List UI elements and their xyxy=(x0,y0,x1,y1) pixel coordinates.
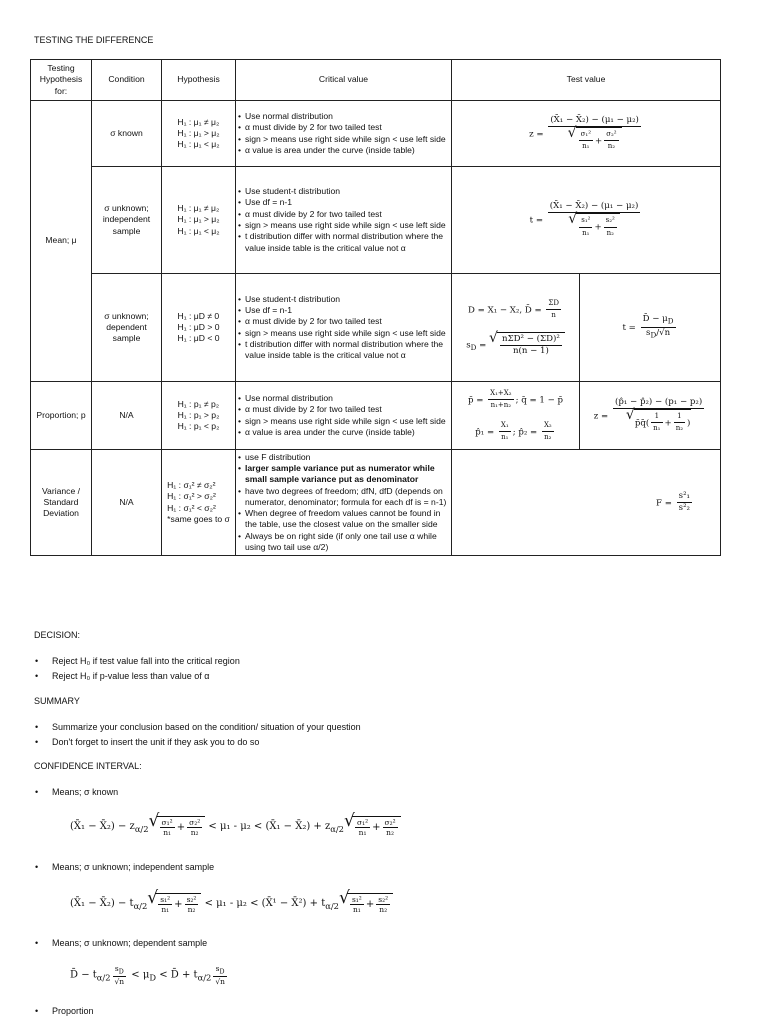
hypothesis-line: H₁ : μ₁ > μ₂ xyxy=(177,127,220,138)
critical-item: • Use df = n-1 xyxy=(238,305,449,316)
hypothesis-line: H₁ : μ₁ < μ₂ xyxy=(177,139,220,150)
hypothesis-cell xyxy=(162,450,236,556)
header-testing-line: for: xyxy=(54,85,68,96)
table-row xyxy=(31,274,721,382)
hypothesis-line: H₁ : σ₁² ≠ σ₂² xyxy=(167,479,216,490)
critical-item: • α must divide by 2 for two tailed test xyxy=(238,209,449,220)
header-hypothesis: Hypothesis xyxy=(162,60,236,101)
hypothesis-line: H₁ : μ₁ < μ₂ xyxy=(177,225,220,236)
critical-item: • sign > means use right side while sign < use left side xyxy=(238,220,449,231)
confidence-item: • Means; σ unknown; dependent sample xyxy=(52,938,207,948)
hypothesis-line: H₁ : p₁ < p₂ xyxy=(177,421,220,432)
table-row xyxy=(31,382,721,450)
critical-item: • sign > means use right side while sign < use left side xyxy=(238,134,449,145)
table-row xyxy=(31,450,721,556)
confidence-item: • Means; σ unknown; independent sample xyxy=(52,862,214,872)
p-hat-formula: p̂₁ = $\frac{\text{X₁}}{\text{n₁}}$ ; p̂₂ = $\frac{\text{X₂}}{\text{n₂}}$ xyxy=(475,420,552,441)
critical-item: • t distribution differ with normal distribution where the value inside table is the critical value not α xyxy=(238,231,449,254)
confidence-item: • Means; σ known xyxy=(52,787,118,797)
test-value-formula-t-independent: t = (X̄₁ − X̄₂) − (μ₁ − μ₂) √ $\frac{\text{s₁²}}{\text{n₁}}$ + $\frac{\text{s₂²}}{\text{n₂}}$ xyxy=(452,167,721,274)
hypothesis-cell xyxy=(162,274,236,382)
critical-item: • α must divide by 2 for two tailed test xyxy=(238,404,449,415)
critical-item: • α value is area under the curve (inside table) xyxy=(238,145,449,156)
critical-item: • have two degrees of freedom; dfN, dfD (depends on numerator, denominator; formula for each df is = n-1) xyxy=(238,486,449,509)
header-testing-line: Hypothesis xyxy=(39,74,83,85)
test-value-formula-z-proportion: z = (p̂₁ − p̂₂) − (p₁ − p₂) √ p̄q̄( $\frac{1}{\text{n₁}}$ + $\frac{1}{\text{n₂}}$ ) xyxy=(580,382,721,450)
hypothesis-cell xyxy=(162,167,236,274)
d-definition-formula: D = X₁ − X₂, D̄ = $\frac{\Sigma D}{n}$ xyxy=(468,298,559,320)
critical-item: • α must divide by 2 for two tailed test xyxy=(238,316,449,327)
hypothesis-line: H₁ : μ₁ ≠ μ₂ xyxy=(177,203,220,214)
table-header-row xyxy=(31,60,721,101)
critical-value-cell xyxy=(236,382,452,450)
decision-heading: DECISION: xyxy=(34,630,81,640)
ci-formula-independent: (X̄₁ − X̄₂) − $t_{\alpha/2}$ √ $\frac{\text{s₁²}}{\text{n₁}}$ + $\frac{\text{s₂²}}{\text{n₂}}$ < μ₁ - μ₂ < (X̄¹ − X̄²) + $t_{\alpha/2}$ √ $\frac{\text{s₁²}}{\text{n₁}}$ + $\frac{\text{s₂²}}{\text{n₂}}$ xyxy=(70,893,393,914)
critical-item: • α must divide by 2 for two tailed test xyxy=(238,122,449,133)
critical-value-cell xyxy=(236,450,452,556)
header-testing-line: Testing xyxy=(47,63,75,74)
hypothesis-line: H₁ : μD < 0 xyxy=(177,333,220,344)
hypothesis-line: H₁ : p₁ > p₂ xyxy=(177,409,220,420)
critical-value-cell xyxy=(236,101,452,167)
condition-cell: σ unknown; independent sample xyxy=(92,167,162,274)
critical-item: • When degree of freedom values cannot be found in the table, use the closest value on the smaller side xyxy=(238,508,449,531)
header-critical-value: Critical value xyxy=(236,60,452,101)
test-value-formula-t-dependent: t = $\frac{D̄ - \mu_D}{s_D/√n}$ xyxy=(580,274,721,382)
critical-item: • larger sample variance put as numerator while small sample variance put as denominator xyxy=(238,463,449,486)
critical-value-cell xyxy=(236,274,452,382)
header-testing xyxy=(31,60,92,101)
summary-item: • Summarize your conclusion based on the condition/ situation of your question xyxy=(52,722,361,732)
hypothesis-note: *same goes to σ xyxy=(167,513,230,524)
hypothesis-line: H₁ : μ₁ ≠ μ₂ xyxy=(177,116,220,127)
critical-item: • Use normal distribution xyxy=(238,111,449,122)
critical-item: • Always be on right side (if only one tail use α while using two tail use α/2) xyxy=(238,531,449,554)
ci-formula-sigma-known: (X̄₁ − X̄₂) − $z_{\alpha/2}$ √ $\frac{\text{σ₁²}}{\text{n₁}}$ + $\frac{\text{σ₂²}}{\text{n₂}}$ < μ₁ - μ₂ < (X̄₁ − X̄₂) + $z_{\alpha/2}$ √ $\frac{\text{σ₁²}}{\text{n₁}}$ + $\frac{\text{σ₂²}}{\text{n₂}}$ xyxy=(70,816,401,837)
hypothesis-cell xyxy=(162,101,236,167)
test-value-formula-z-means: z = (X̄₁ − X̄₂) − (μ₁ − μ₂) √ $\frac{\text{σ₁²}}{\text{n₁}}$ + $\frac{\text{σ₂²}}{\text{n₂}}$ xyxy=(452,101,721,167)
test-value-formula-f: F = $\frac{\text{s²₁}}{\text{s²₂}}$ xyxy=(452,450,721,556)
dependent-sample-formulas xyxy=(452,274,580,382)
hypothesis-cell xyxy=(162,382,236,450)
decision-item: • Reject H₀ if test value fall into the critical region xyxy=(52,656,240,666)
p-bar-formula: p̄ = $\frac{\text{X₁+X₂}}{\text{n₁+n₂}}$ ; q̄ = 1 − p̄ xyxy=(467,388,564,410)
variance-label: Variance / Standard Deviation xyxy=(31,450,92,556)
condition-cell: N/A xyxy=(92,382,162,450)
critical-item: • t distribution differ with normal distribution where the value inside table is the critical value not α xyxy=(238,339,449,362)
critical-item: • Use normal distribution xyxy=(238,393,449,404)
pooled-proportion-formulas xyxy=(452,382,580,450)
hypothesis-line: H₁ : σ₁² < σ₂² xyxy=(167,502,216,513)
critical-item: • Use df = n-1 xyxy=(238,197,449,208)
condition-cell: N/A xyxy=(92,450,162,556)
hypothesis-line: H₁ : μ₁ > μ₂ xyxy=(177,214,220,225)
hypothesis-line: H₁ : μD ≠ 0 xyxy=(177,310,220,321)
header-test-value: Test value xyxy=(452,60,721,101)
confidence-item: • Proportion xyxy=(52,1006,94,1016)
mean-label: Mean; μ xyxy=(31,101,92,382)
testing-difference-table xyxy=(30,59,721,556)
table-row xyxy=(31,167,721,274)
decision-item: • Reject H₀ if p-value less than value of α xyxy=(52,671,210,681)
critical-item: • sign > means use right side while sign < use left side xyxy=(238,328,449,339)
ci-formula-dependent: D̄ − $t_{\alpha/2}$ $\frac{s_D}{√n}$ < $\mu_D$ < D̄ + $t_{\alpha/2}$ $\frac{s_D}{√n}$ xyxy=(70,964,225,986)
hypothesis-line: H₁ : σ₁² > σ₂² xyxy=(167,491,216,502)
header-condition: Condition xyxy=(92,60,162,101)
summary-item: • Don't forget to insert the unit if they ask you to do so xyxy=(52,737,259,747)
hypothesis-line: H₁ : p₁ ≠ p₂ xyxy=(177,398,220,409)
critical-item: • Use student-t distribution xyxy=(238,294,449,305)
condition-cell: σ unknown; dependent sample xyxy=(92,274,162,382)
critical-item: • α value is area under the curve (inside table) xyxy=(238,427,449,438)
table-row xyxy=(31,101,721,167)
critical-item: • use F distribution xyxy=(238,452,449,463)
summary-heading: SUMMARY xyxy=(34,696,80,706)
sd-formula: $s_D$ = √ $\frac{\text{nΣD² − (ΣD)²}}{n(n - 1)}$ xyxy=(454,332,577,358)
proportion-label: Proportion; p xyxy=(31,382,92,450)
critical-value-cell xyxy=(236,167,452,274)
condition-cell: σ known xyxy=(92,101,162,167)
critical-item: • sign > means use right side while sign < use left side xyxy=(238,416,449,427)
page-title: TESTING THE DIFFERENCE xyxy=(34,35,154,45)
critical-item: • Use student-t distribution xyxy=(238,186,449,197)
confidence-heading: CONFIDENCE INTERVAL: xyxy=(34,761,142,771)
hypothesis-line: H₁ : μD > 0 xyxy=(177,321,220,332)
